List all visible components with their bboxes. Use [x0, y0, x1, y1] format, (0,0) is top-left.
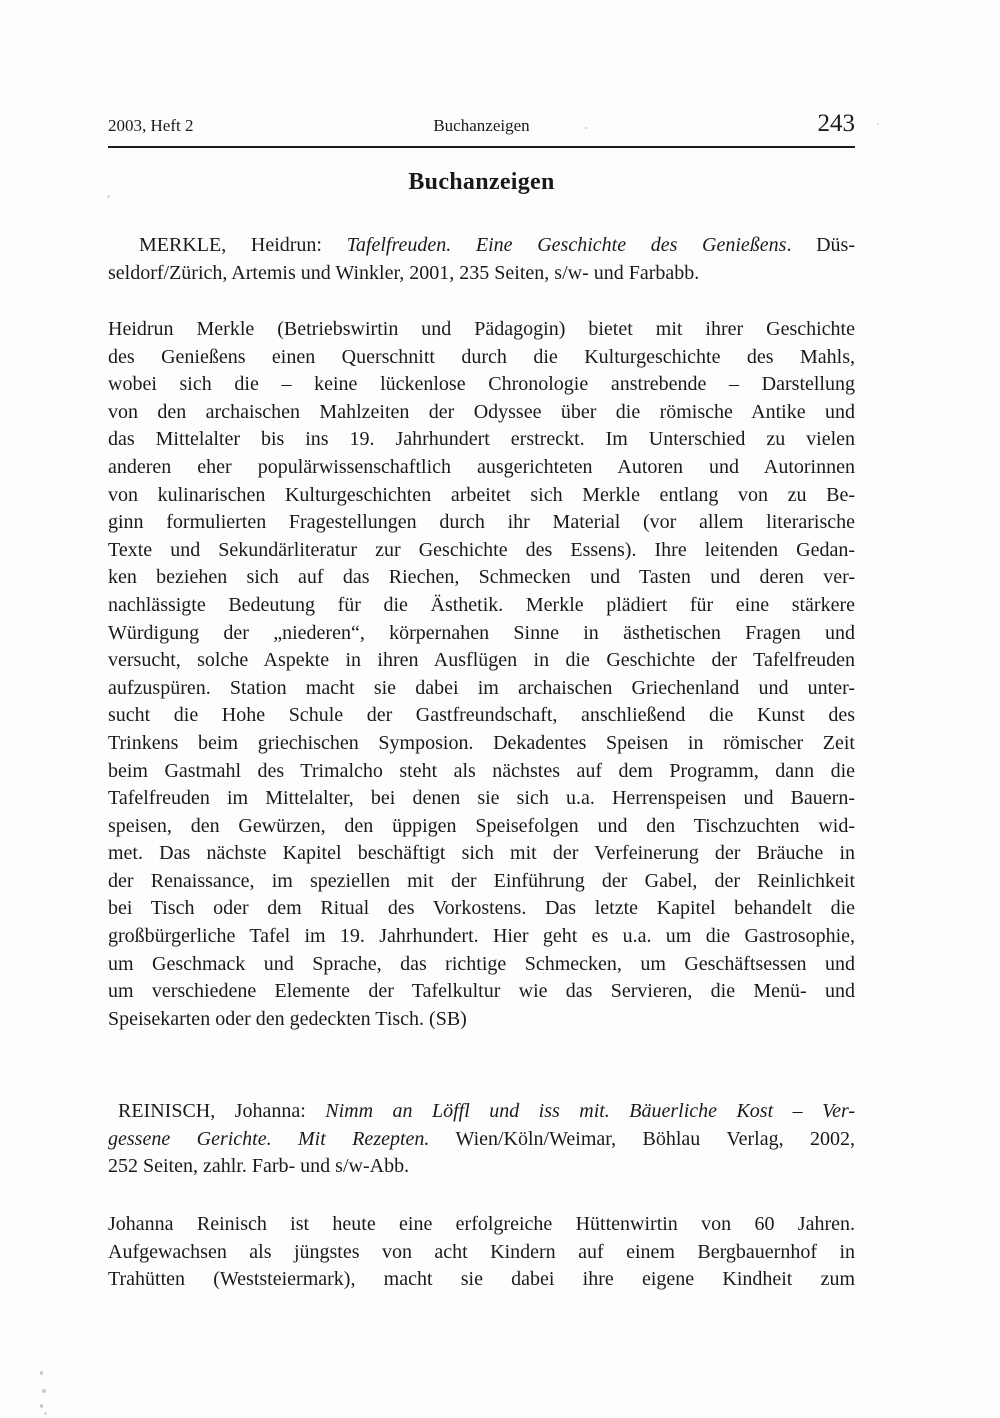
- text-line: [108, 399, 855, 427]
- review-body-reinisch: [108, 1211, 855, 1294]
- text-segment: Speisekarten oder den gedeckten Tisch. (SB): [108, 1007, 467, 1030]
- header-issue-label: 2003, Heft 2: [108, 116, 194, 135]
- scan-speck: [585, 127, 587, 129]
- text-line: [108, 592, 855, 620]
- text-line: [108, 730, 855, 758]
- text-line: [108, 1239, 855, 1267]
- page-title: Buchanzeigen: [408, 169, 555, 195]
- text-line: [108, 482, 855, 510]
- text-segment: aufzuspüren. Station macht sie dabei im archaischen Griechenland und unter-: [108, 676, 855, 699]
- text-line: [108, 564, 855, 592]
- text-segment: wobei sich die – keine lückenlose Chronologie anstrebende – Darstellung: [108, 373, 855, 396]
- citation-reinisch: [108, 1098, 855, 1181]
- text-line: [108, 923, 855, 951]
- book-title-italic: Nimm an Löffl und iss mit. Bäuerliche Kost – Ver-: [325, 1100, 855, 1122]
- text-line: [108, 260, 855, 288]
- text-segment: seldorf/Zürich, Artemis und Winkler, 2001, 235 Seiten, s/w- und Farbabb.: [108, 261, 700, 284]
- text-line: [108, 647, 855, 675]
- book-title-italic: gessene Gerichte. Mit Rezepten.: [108, 1127, 430, 1150]
- text-segment: beim Gastmahl des Trimalcho steht als nächstes auf dem Programm, dann die: [108, 759, 855, 782]
- text-segment: Würdigung der „niederen“, körpernahen Sinne in ästhetischen Fragen und: [108, 621, 855, 644]
- citation-merkle: [108, 232, 855, 287]
- scan-speck: [42, 1389, 46, 1393]
- text-line: [108, 426, 855, 454]
- text-line: [108, 675, 855, 703]
- text-line: [108, 895, 855, 923]
- scan-speck: [877, 123, 879, 125]
- text-segment: um verschiedene Elemente der Tafelkultur wie das Servieren, die Menü- und: [108, 980, 855, 1003]
- text-segment: Johanna Reinisch ist heute eine erfolgreiche Hüttenwirtin von 60 Jahren.: [108, 1213, 855, 1235]
- text-segment: met. Das nächste Kapitel beschäftigt sich mit der Verfeinerung der Bräuche in: [108, 842, 855, 865]
- text-segment: Tafelfreuden im Mittelalter, bei denen sie sich u.a. Herrenspeisen und Bauern-: [108, 787, 855, 810]
- text-line: [108, 1126, 855, 1154]
- text-segment: nachlässigte Bedeutung für die Ästhetik. Merkle plädiert für eine stärkere: [108, 593, 855, 616]
- text-segment: Texte und Sekundärliteratur zur Geschichte des Essens). Ihre leitenden Gedan-: [108, 538, 855, 561]
- text-segment: von den archaischen Mahlzeiten der Odyssee über die römische Antike und: [108, 400, 855, 423]
- text-segment: sucht die Hohe Schule der Gastfreundschaft, anschließend die Kunst des: [108, 704, 855, 727]
- text-line: [108, 537, 855, 565]
- text-line: [108, 232, 855, 260]
- text-segment: anderen eher populärwissenschaftlich ausgerichteten Autoren und Autorinnen: [108, 455, 855, 478]
- text-segment: . Düs-: [786, 234, 855, 256]
- text-line: [108, 702, 855, 730]
- text-segment: bei Tisch oder dem Ritual des Vorkostens. Das letzte Kapitel behandelt die: [108, 897, 855, 920]
- running-header: [108, 110, 855, 138]
- book-title-italic: Tafelfreuden. Eine Geschichte des Genießens: [346, 234, 787, 256]
- header-rule: [108, 146, 855, 148]
- text-segment: der Renaissance, im speziellen mit der Einführung der Gabel, der Reinlichkeit: [108, 869, 855, 892]
- text-line: [108, 1153, 855, 1181]
- text-segment: REINISCH, Johanna:: [118, 1100, 326, 1122]
- text-line: [108, 1211, 855, 1239]
- text-line: [108, 785, 855, 813]
- text-segment: versucht, solche Aspekte in ihren Ausflügen in die Geschichte der Tafelfreuden: [108, 649, 855, 672]
- scan-speck: [40, 1404, 43, 1408]
- text-segment: großbürgerliche Tafel im 19. Jahrhundert. Hier geht es u.a. um die Gastrosophie,: [108, 925, 855, 948]
- text-segment: Heidrun Merkle (Betriebswirtin und Pädagogin) bietet mit ihrer Geschichte: [108, 318, 855, 340]
- scan-speck: [44, 1412, 47, 1415]
- text-line: [108, 813, 855, 841]
- scan-speck: [40, 1371, 43, 1375]
- text-line: [108, 371, 855, 399]
- header-page-number: 243: [817, 110, 855, 137]
- text-line: [108, 758, 855, 786]
- text-segment: 252 Seiten, zahlr. Farb- und s/w-Abb.: [108, 1155, 410, 1178]
- text-segment: des Genießens einen Querschnitt durch die Kulturgeschichte des Mahls,: [108, 345, 855, 368]
- text-segment: ken beziehen sich auf das Riechen, Schmecken und Tasten und deren ver-: [108, 566, 855, 589]
- text-segment: MERKLE, Heidrun:: [139, 234, 347, 256]
- text-segment: Trahütten (Weststeiermark), macht sie dabei ihre eigene Kindheit zum: [108, 1268, 855, 1291]
- scan-speck: [107, 195, 110, 198]
- text-line: [108, 1006, 855, 1034]
- text-segment: Trinkens beim griechischen Symposion. Dekadentes Speisen in römischer Zeit: [108, 731, 855, 754]
- text-line: [108, 344, 855, 372]
- text-line: [108, 620, 855, 648]
- text-segment: Aufgewachsen als jüngstes von acht Kindern auf einem Bergbauernhof in: [108, 1240, 855, 1263]
- text-line: [108, 978, 855, 1006]
- text-line: [108, 509, 855, 537]
- text-line: [108, 316, 855, 344]
- text-segment: von kulinarischen Kulturgeschichten arbeitet sich Merkle entlang von zu Be-: [108, 483, 855, 506]
- text-segment: das Mittelalter bis ins 19. Jahrhundert erstreckt. Im Unterschied zu vielen: [108, 428, 855, 451]
- text-line: [108, 1266, 855, 1294]
- text-segment: speisen, den Gewürzen, den üppigen Speisefolgen und den Tischzuchten wid-: [108, 814, 855, 837]
- text-line: [108, 840, 855, 868]
- text-segment: Wien/Köln/Weimar, Böhlau Verlag, 2002,: [429, 1127, 856, 1150]
- header-section-label: Buchanzeigen: [433, 116, 530, 135]
- text-line: [108, 951, 855, 979]
- text-line: [108, 1098, 855, 1126]
- text-line: [108, 454, 855, 482]
- text-line: [108, 868, 855, 896]
- review-body-merkle: [108, 316, 855, 1033]
- text-segment: ginn formulierten Fragestellungen durch ihr Material (vor allem literarische: [108, 511, 855, 534]
- text-segment: um Geschmack und Sprache, das richtige Schmecken, um Geschäftsessen und: [108, 952, 855, 975]
